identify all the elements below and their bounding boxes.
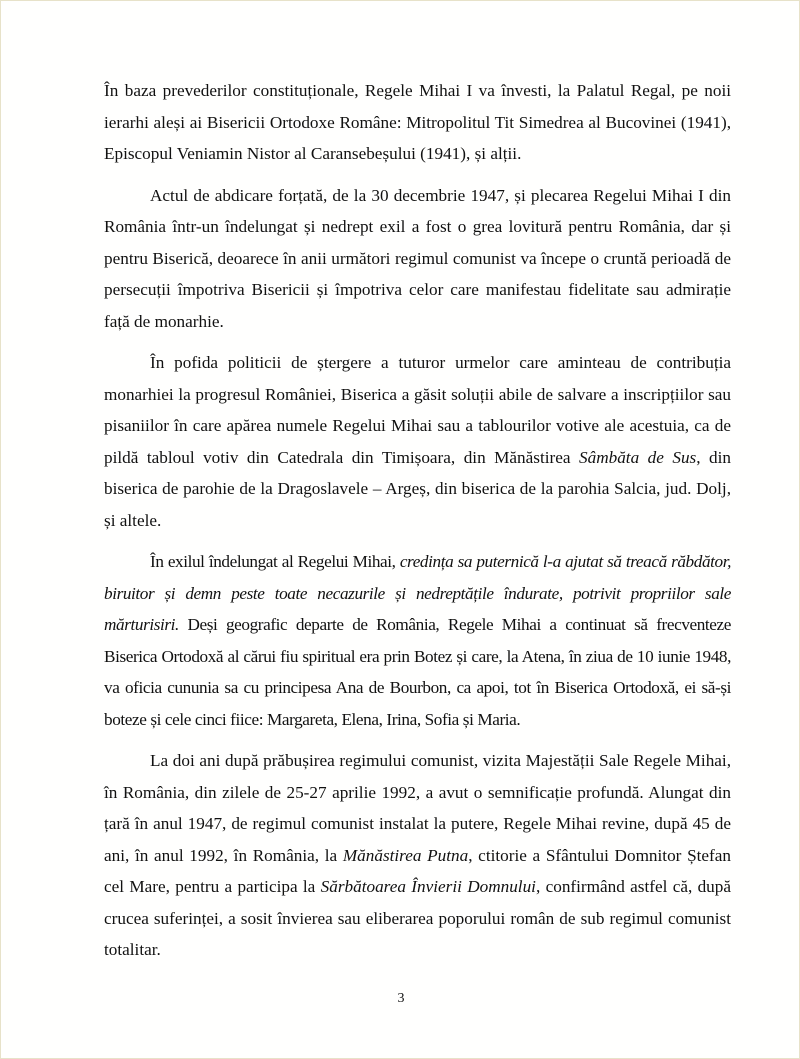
page-number: 3 [397,991,405,1006]
paragraph-text: , ctitorie a Sfântului Domnitor Ștefan cel Mare, pentru a participa la [104,845,731,896]
paragraph-text: La doi ani după prăbușirea regimului comunist, vizita Majestății Sale Regele Mihai, în România, din zilele de 25-27 aprilie 1992, a avut o semnificație profundă. Alungat din țară în anul 1947, de regimul comunist instalat la putere, Regele Mihai revine, după 45 de ani, în anul 1992, în România, la [104,751,731,865]
document-body [104,75,731,976]
paragraph-text: Deși geografic departe de România, Regele Mihai a continuat să frecventeze Biserica Ortodoxă al cărui fiu spiritual era prin Botez și care, la Atena, în ziua de 10 iunie 1948, va oficia cununia sa cu principesa Ana de Bourbon, ca apoi, tot în Biserica Ortodoxă, ei să-și boteze și cele cinci fiice: Margareta, Elena, Irina, Sofia și Maria. [104,615,731,729]
italic-place-name: Sâmbăta de Sus [579,447,697,467]
paragraph [104,347,731,536]
italic-quote: credința sa puternică l-a ajutat să treacă răbdător, biruitor și demn peste toate necazurile și nedreptățile îndurate, potrivit propriilor sale mărturisiri. [104,552,731,634]
paragraph-text: , din biserica de parohie de la Dragoslavele – Argeș, din biserica de la parohia Salcia, jud. Dolj, și altele. [104,447,731,530]
paragraph-text: În pofida politicii de ștergere a tuturor urmelor care aminteau de contribuția monarhiei la progresul României, Biserica a găsit soluții abile de salvare a inscripțiilor sau pisaniilor în care apărea numele Regelui Mihai sau a tablourilor votive ale acestuia, ca de pildă tabloul votiv din Catedrala din Timișoara, din Mănăstirea [104,353,731,467]
paragraph-text: În baza prevederilor constituționale, Regele Mihai I va învesti, la Palatul Regal, pe noii ierarhi aleși ai Bisericii Ortodoxe Române: Mitropolitul Tit Simedrea al Bucovinei (1941), Episcopul Veniamin Nistor al Caransebeșului (1941), și alții. [104,81,731,163]
paragraph [104,745,731,966]
paragraph-text: , confirmând astfel că, după crucea suferinței, a sosit învierea sau eliberarea poporului român de sub regimul comunist totalitar. [104,877,731,959]
paragraph-text: Actul de abdicare forțată, de la 30 decembrie 1947, și plecarea Regelui Mihai I din România într-un îndelungat și nedrept exil a fost o grea lovitură pentru România, dar și pentru Biserică, deoarece în anii următori regimul comunist va începe o cruntă perioadă de persecuții împotriva Bisericii și împotriva celor care manifestau fidelitate sau admirație față de monarhie. [104,185,731,331]
paragraph [104,180,731,338]
paragraph [104,546,731,735]
italic-feast-name: Sărbătoarea Învierii Domnului [320,877,536,896]
paragraph [104,75,731,170]
paragraph-text: În exilul îndelungat al Regelui Mihai, [150,552,400,571]
italic-place-name: Mănăstirea Putna [342,845,469,865]
